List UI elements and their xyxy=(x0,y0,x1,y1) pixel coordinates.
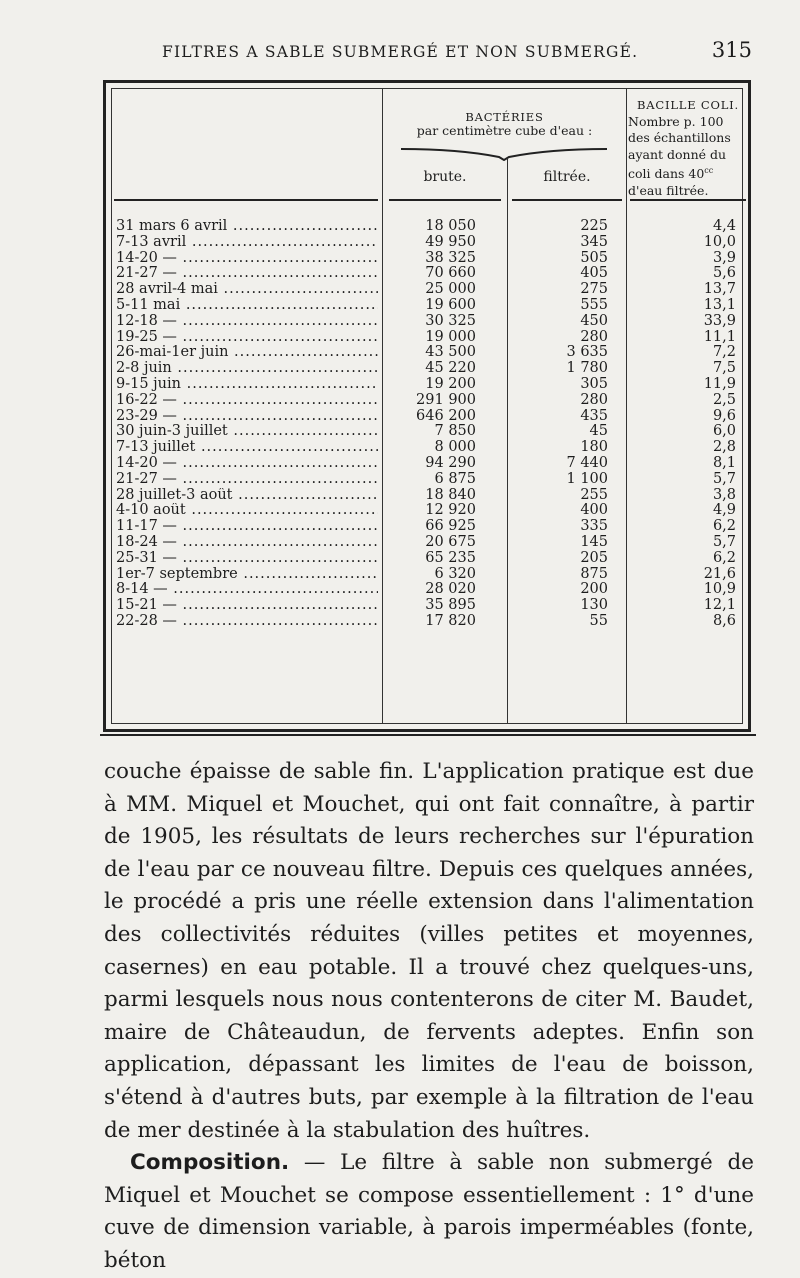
table-inner-border xyxy=(111,88,743,724)
row-filtree: 3 635 xyxy=(566,344,608,361)
table-row xyxy=(112,409,742,425)
table-body xyxy=(112,219,742,630)
table-row xyxy=(112,330,742,346)
row-coli: 7,5 xyxy=(712,360,736,377)
header-rule xyxy=(630,199,746,201)
table-row xyxy=(112,251,742,267)
row-coli: 3,9 xyxy=(712,249,736,266)
row-brute: 70 660 xyxy=(425,265,476,282)
row-date: 28 avril-4 mai ..... xyxy=(116,282,378,298)
table-row xyxy=(112,314,742,330)
row-coli: 6,2 xyxy=(712,518,736,535)
row-brute: 94 290 xyxy=(425,454,476,471)
row-filtree: 875 xyxy=(580,565,608,582)
row-coli: 6,2 xyxy=(712,549,736,566)
row-filtree: 305 xyxy=(580,375,608,392)
row-coli: 11,9 xyxy=(703,375,736,392)
row-coli: 8,1 xyxy=(712,454,736,471)
table-bottom-rule xyxy=(100,734,756,736)
header-rule xyxy=(114,199,378,201)
row-date: 28 juillet-3 août ..... xyxy=(116,488,378,504)
row-date: 31 mars 6 avril ..... xyxy=(116,219,378,235)
row-filtree: 1 100 xyxy=(566,470,608,487)
row-coli: 33,9 xyxy=(703,312,736,329)
row-date: 30 juin-3 juillet ..... xyxy=(116,424,378,440)
row-coli: 5,7 xyxy=(712,470,736,487)
row-filtree: 345 xyxy=(580,233,608,250)
row-brute: 12 920 xyxy=(425,502,476,519)
row-coli: 13,7 xyxy=(703,281,736,298)
header-rule xyxy=(512,199,622,201)
row-date: 15-21 — ..... xyxy=(116,598,378,614)
header-coli xyxy=(628,97,748,199)
table-row xyxy=(112,266,742,282)
row-coli: 4,9 xyxy=(712,502,736,519)
table-row xyxy=(112,551,742,567)
table-row xyxy=(112,488,742,504)
row-brute: 19 200 xyxy=(425,375,476,392)
row-date: 1er-7 septembre ..... xyxy=(116,567,378,583)
row-filtree: 335 xyxy=(580,518,608,535)
table-row xyxy=(112,456,742,472)
table-row xyxy=(112,598,742,614)
row-date: 8-14 — ..... xyxy=(116,582,378,598)
table-row xyxy=(112,393,742,409)
row-coli: 5,6 xyxy=(712,265,736,282)
row-coli: 2,8 xyxy=(712,439,736,456)
row-filtree: 1 780 xyxy=(566,360,608,377)
row-date: 12-18 — ..... xyxy=(116,314,378,330)
table-row xyxy=(112,298,742,314)
row-filtree: 505 xyxy=(580,249,608,266)
row-date: 22-28 — ..... xyxy=(116,614,378,630)
table-row xyxy=(112,235,742,251)
table-row xyxy=(112,361,742,377)
table-row xyxy=(112,424,742,440)
header-coli-line: Nombre p. 100 xyxy=(628,113,724,129)
row-date: 11-17 — ..... xyxy=(116,519,378,535)
header-coli-line: ayant donné du xyxy=(628,146,727,162)
row-brute: 28 020 xyxy=(425,581,476,598)
row-coli: 21,6 xyxy=(703,565,736,582)
row-filtree: 55 xyxy=(589,612,608,629)
row-date: 25-31 — ..... xyxy=(116,551,378,567)
row-brute: 20 675 xyxy=(425,533,476,550)
paragraph-text: — Le filtre à sable non submergé de Miquel et Mouchet se compose essentiellement : 1° d'une cuve de dimension variable, à parois imperméables (fonte, béton xyxy=(104,1150,754,1273)
table-row xyxy=(112,345,742,361)
row-date: 14-20 — ..... xyxy=(116,251,378,267)
row-brute: 6 875 xyxy=(434,470,476,487)
table-row xyxy=(112,535,742,551)
header-coli-title: BACILLE COLI. xyxy=(637,98,739,112)
page-number: 315 xyxy=(711,38,752,62)
row-brute: 45 220 xyxy=(425,360,476,377)
header-filtree: filtrée. xyxy=(543,169,591,185)
row-coli: 9,6 xyxy=(712,407,736,424)
header-coli-line: des échantillons xyxy=(628,130,731,145)
table-row xyxy=(112,282,742,298)
row-brute: 7 850 xyxy=(434,423,476,440)
row-brute: 38 325 xyxy=(425,249,476,266)
row-date: 4-10 août ..... xyxy=(116,503,378,519)
row-filtree: 275 xyxy=(580,281,608,298)
row-coli: 7,2 xyxy=(712,344,736,361)
paragraph: couche épaisse de sable fin. L'application pratique est due à MM. Miquel et Mouchet, qui ont fait connaître, à partir de 1905, les résultats de leurs recherches sur l'épuration de l'eau par ce nouveau filtre. Depuis ces quelques années, le procédé a pris une réelle extension dans l'alimentation des collectivités réduites (villes petites et moyennes, casernes) en eau potable. Il a trouvé chez quelques-uns, parmi lesquels nous nous contenterons de citer M. Baudet, maire de Châteaudun, de fervents adeptes. Enfin son application, dépassant les limites de l'eau de boisson, s'étend à d'autres buts, par exemple à la filtration de l'eau de mer destinée à la stabulation des huîtres. xyxy=(104,759,754,1143)
row-coli: 8,6 xyxy=(712,612,736,629)
row-brute: 18 840 xyxy=(425,486,476,503)
row-filtree: 145 xyxy=(580,533,608,550)
row-filtree: 205 xyxy=(580,549,608,566)
section-heading: Composition. xyxy=(130,1150,290,1176)
row-filtree: 225 xyxy=(580,218,608,234)
header-rule xyxy=(389,199,501,201)
row-brute: 19 600 xyxy=(425,296,476,313)
row-date: 7-13 juillet ..... xyxy=(116,440,378,456)
row-filtree: 200 xyxy=(580,581,608,598)
row-coli: 3,8 xyxy=(712,486,736,503)
body-text xyxy=(104,756,754,1278)
row-filtree: 450 xyxy=(580,312,608,329)
row-date: 7-13 avril ..... xyxy=(116,235,378,251)
row-brute: 35 895 xyxy=(425,597,476,614)
table-row xyxy=(112,377,742,393)
row-brute: 65 235 xyxy=(425,549,476,566)
row-coli: 10,0 xyxy=(703,233,736,250)
row-date: 5-11 mai ..... xyxy=(116,298,378,314)
row-filtree: 435 xyxy=(580,407,608,424)
row-date: 18-24 — ..... xyxy=(116,535,378,551)
row-coli: 10,9 xyxy=(703,581,736,598)
row-brute: 6 320 xyxy=(434,565,476,582)
table-row xyxy=(112,582,742,598)
row-date: 26-mai-1er juin ..... xyxy=(116,345,378,361)
row-filtree: 400 xyxy=(580,502,608,519)
row-brute: 25 000 xyxy=(425,281,476,298)
row-coli: 5,7 xyxy=(712,533,736,550)
row-brute: 49 950 xyxy=(425,233,476,250)
running-header xyxy=(162,38,752,62)
row-coli: 6,0 xyxy=(712,423,736,440)
row-date: 21-27 — ..... xyxy=(116,266,378,282)
row-brute: 19 000 xyxy=(425,328,476,345)
row-brute: 30 325 xyxy=(425,312,476,329)
table-row xyxy=(112,519,742,535)
row-brute: 646 200 xyxy=(416,407,476,424)
brace-icon xyxy=(399,147,609,161)
table-row xyxy=(112,440,742,456)
header-bacteries-title: BACTÉRIES xyxy=(465,110,544,124)
row-coli: 12,1 xyxy=(703,597,736,614)
row-brute: 18 050 xyxy=(425,218,476,234)
row-filtree: 405 xyxy=(580,265,608,282)
row-filtree: 280 xyxy=(580,391,608,408)
header-bacteries xyxy=(383,111,626,139)
paragraph xyxy=(104,1147,754,1277)
row-brute: 43 500 xyxy=(425,344,476,361)
data-table xyxy=(103,80,751,732)
table-row xyxy=(112,219,742,235)
row-brute: 291 900 xyxy=(416,391,476,408)
row-date: 23-29 — ..... xyxy=(116,409,378,425)
row-filtree: 130 xyxy=(580,597,608,614)
row-date: 14-20 — ..... xyxy=(116,456,378,472)
row-coli: 11,1 xyxy=(703,328,736,345)
row-brute: 17 820 xyxy=(425,612,476,629)
row-filtree: 255 xyxy=(580,486,608,503)
row-brute: 8 000 xyxy=(434,439,476,456)
row-date: 2-8 juin ..... xyxy=(116,361,378,377)
row-date: 19-25 — ..... xyxy=(116,330,378,346)
running-title: FILTRES A SABLE SUBMERGÉ ET NON SUBMERGÉ. xyxy=(162,43,639,61)
row-brute: 66 925 xyxy=(425,518,476,535)
table-row xyxy=(112,503,742,519)
row-filtree: 7 440 xyxy=(566,454,608,471)
table-row xyxy=(112,614,742,630)
header-brute: brute. xyxy=(423,169,467,185)
row-filtree: 555 xyxy=(580,296,608,313)
row-date: 21-27 — ..... xyxy=(116,472,378,488)
header-coli-line: coli dans 40 xyxy=(628,166,705,182)
row-coli: 13,1 xyxy=(703,296,736,313)
row-filtree: 280 xyxy=(580,328,608,345)
row-coli: 2,5 xyxy=(712,391,736,408)
header-bacteries-subtitle: par centimètre cube d'eau : xyxy=(416,123,593,139)
row-filtree: 45 xyxy=(589,423,608,440)
row-coli: 4,4 xyxy=(712,218,736,234)
table-row xyxy=(112,567,742,583)
header-coli-sup: cc xyxy=(704,166,714,175)
row-filtree: 180 xyxy=(580,439,608,456)
row-date: 9-15 juin ..... xyxy=(116,377,378,393)
row-date: 16-22 — ..... xyxy=(116,393,378,409)
table-row xyxy=(112,472,742,488)
header-coli-line: d'eau filtrée. xyxy=(628,182,709,198)
